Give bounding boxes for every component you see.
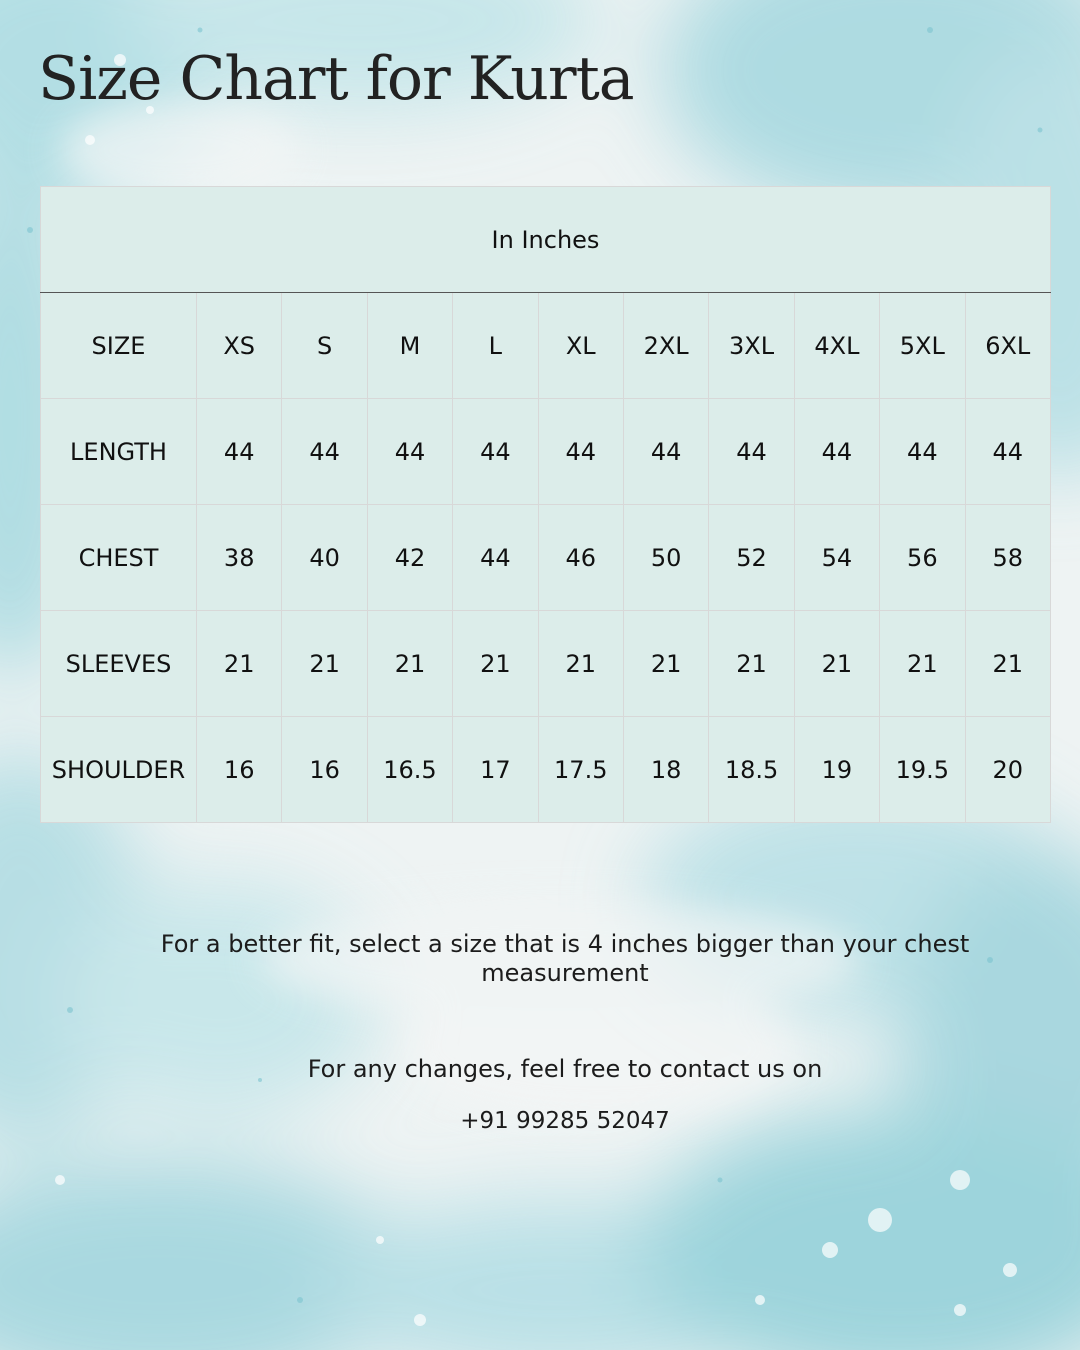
table-cell: 18 — [623, 717, 708, 823]
table-cell: 44 — [965, 399, 1050, 505]
header-cell: 6XL — [965, 293, 1050, 399]
table-cell: 52 — [709, 505, 794, 611]
table-cell: 42 — [367, 505, 452, 611]
header-cell: XS — [197, 293, 282, 399]
header-cell: 3XL — [709, 293, 794, 399]
header-cell: 5XL — [880, 293, 965, 399]
table-cell: 19.5 — [880, 717, 965, 823]
table-cell: 16 — [282, 717, 367, 823]
page-title: Size Chart for Kurta — [38, 44, 634, 114]
table-row — [41, 505, 1051, 611]
table-cell: 44 — [623, 399, 708, 505]
table-cell: 21 — [965, 611, 1050, 717]
row-label: LENGTH — [41, 399, 197, 505]
table-cell: 21 — [623, 611, 708, 717]
table-cell: 20 — [965, 717, 1050, 823]
header-cell: XL — [538, 293, 623, 399]
table-cell: 44 — [794, 399, 879, 505]
fit-note: For a better fit, select a size that is 4 inches bigger than your chest measurement — [160, 930, 970, 987]
table-cell: 21 — [709, 611, 794, 717]
table-cell: 21 — [453, 611, 538, 717]
header-cell: 4XL — [794, 293, 879, 399]
table-cell: 44 — [880, 399, 965, 505]
contact-note: For any changes, feel free to contact us on — [307, 1055, 823, 1083]
table-cell: 16 — [197, 717, 282, 823]
header-cell: 2XL — [623, 293, 708, 399]
table-cell: 17 — [453, 717, 538, 823]
table-cell: 46 — [538, 505, 623, 611]
table-row — [41, 717, 1051, 823]
table-cell: 54 — [794, 505, 879, 611]
table-cell: 56 — [880, 505, 965, 611]
table-caption: In Inches — [41, 187, 1051, 293]
row-label: CHEST — [41, 505, 197, 611]
table-row — [41, 611, 1051, 717]
table-cell: 17.5 — [538, 717, 623, 823]
table-cell: 18.5 — [709, 717, 794, 823]
table-cell: 21 — [880, 611, 965, 717]
table-cell: 19 — [794, 717, 879, 823]
row-label: SLEEVES — [41, 611, 197, 717]
table-cell: 44 — [453, 505, 538, 611]
table-cell: 44 — [538, 399, 623, 505]
table-cell: 21 — [282, 611, 367, 717]
table-cell: 58 — [965, 505, 1050, 611]
size-chart-table — [40, 186, 1051, 823]
table-cell: 21 — [197, 611, 282, 717]
header-cell: S — [282, 293, 367, 399]
table-cell: 38 — [197, 505, 282, 611]
table-cell: 44 — [282, 399, 367, 505]
row-label: SHOULDER — [41, 717, 197, 823]
size-chart-table-container — [40, 186, 1050, 820]
table-cell: 44 — [709, 399, 794, 505]
table-cell: 21 — [367, 611, 452, 717]
table-cell: 44 — [197, 399, 282, 505]
table-cell: 16.5 — [367, 717, 452, 823]
table-cell: 21 — [538, 611, 623, 717]
table-row — [41, 399, 1051, 505]
header-row — [41, 293, 1051, 399]
table-cell: 21 — [794, 611, 879, 717]
header-cell: SIZE — [41, 293, 197, 399]
table-cell: 40 — [282, 505, 367, 611]
header-cell: M — [367, 293, 452, 399]
phone-number: +91 99285 52047 — [460, 1108, 670, 1134]
caption-row — [41, 187, 1051, 293]
table-cell: 50 — [623, 505, 708, 611]
header-cell: L — [453, 293, 538, 399]
table-cell: 44 — [367, 399, 452, 505]
table-cell: 44 — [453, 399, 538, 505]
